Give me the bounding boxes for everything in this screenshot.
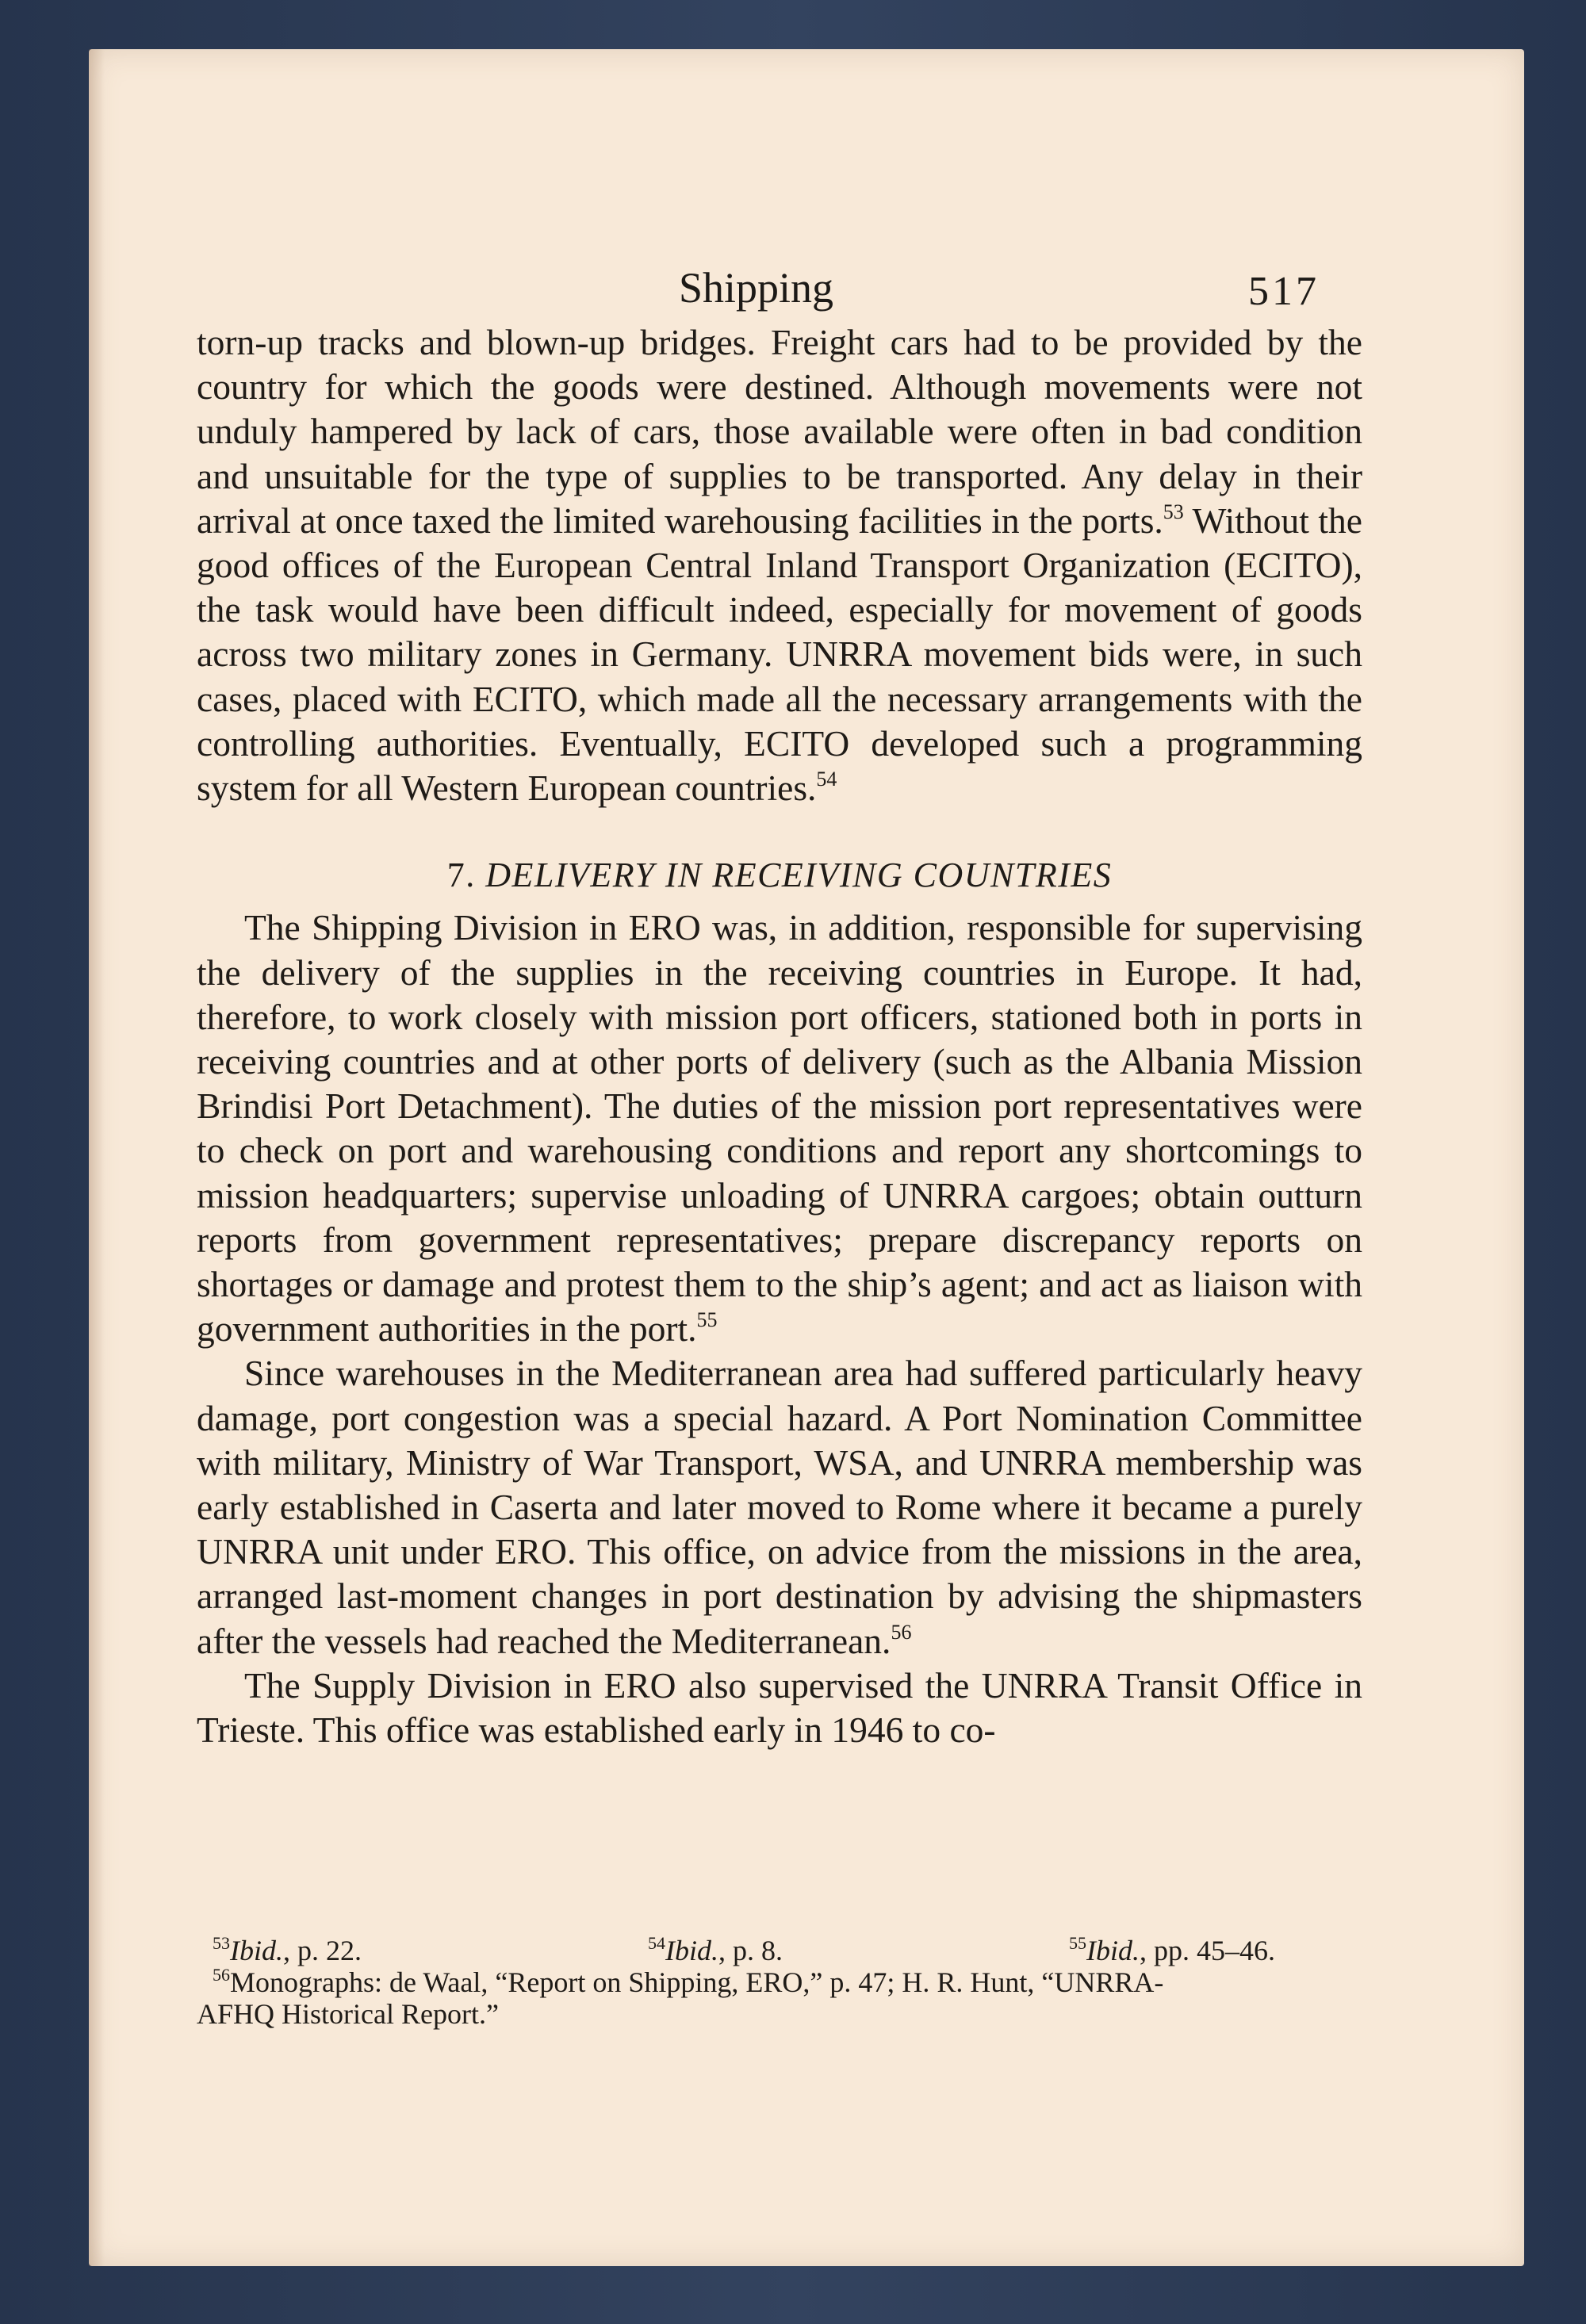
paragraph-3 — [197, 1351, 1362, 1663]
book-page — [89, 49, 1524, 2266]
footnote-ref-55: 55 — [696, 1308, 718, 1332]
page-number: 517 — [1248, 269, 1320, 314]
paragraph-1 — [197, 320, 1362, 810]
footnote-56-number: 56 — [213, 1965, 230, 1985]
footnote-56-line-1: Monographs: de Waal, “Report on Shipping, ERO,” p. 47; H. R. Hunt, “UNRRA- — [230, 1966, 1164, 1998]
paragraph-3-text: Since warehouses in the Mediterranean area had suffered particularly heavy damage, port congestion was a special hazard. A Port Nomination Committee with military, Ministry of War Transport, WSA, and UNRRA membership was early established in Caserta and later moved to Rome where it became a purely UNRRA unit under ERO. This office, on advice from the missions in the area, arranged last-moment changes in port destination by advising the shipmasters after the vessels had reached the Mediterranean. — [197, 1353, 1362, 1661]
footnote-54-number: 54 — [648, 1933, 665, 1953]
footnote-56-continued: AFHQ Historical Report.” — [197, 1998, 499, 2030]
footnote-ref-56: 56 — [891, 1620, 912, 1644]
page-gutter-shadow — [89, 49, 105, 2266]
footnote-53 — [213, 1935, 362, 1966]
paragraph-1-part-2: Without the good offices of the European Central Inland Transport Organization (ECITO), the task would have been difficult indeed, especially for movement of goods across two military zones in Germany. UNRRA movement bids were, in such cases, placed with ECITO, which made all the necessary arrangements with the controlling authorities. Eventually, ECITO developed such a programming system for all Western European countries. — [197, 500, 1363, 809]
footnote-53-ref: , p. 22. — [283, 1935, 362, 1966]
footnote-55-ref: , pp. 45–46. — [1140, 1935, 1275, 1966]
footnote-row — [197, 1935, 1362, 1966]
section-title: DELIVERY IN RECEIVING COUNTRIES — [485, 856, 1113, 895]
running-head: Shipping — [679, 264, 834, 312]
footnote-56 — [197, 1966, 1362, 1998]
footnote-55-ibid: Ibid. — [1086, 1935, 1140, 1966]
footnote-55 — [1069, 1935, 1275, 1966]
section-number: 7. — [446, 856, 476, 895]
footnotes — [197, 1935, 1362, 2030]
paragraph-1-part-1: torn-up tracks and blown-up bridges. Freight cars had to be provided by the country for which the goods were destined. Although movements were not unduly hampered by lack of cars, those available were often in bad condition and unsuitable for the type of supplies to be transported. Any delay in their arrival at once taxed the limited warehousing facilities in the ports. — [197, 322, 1362, 541]
paragraph-2 — [197, 905, 1362, 1351]
footnote-55-number: 55 — [1069, 1933, 1086, 1953]
section-heading — [197, 853, 1362, 898]
footnote-ref-53: 53 — [1163, 500, 1184, 523]
footnote-53-number: 53 — [213, 1933, 230, 1953]
paragraph-4-text: The Supply Division in ERO also supervised the UNRRA Transit Office in Trieste. This office was established early in 1946 to co- — [197, 1664, 1362, 1751]
paragraph-4 — [197, 1664, 1362, 1752]
footnote-53-ibid: Ibid. — [230, 1935, 283, 1966]
footnote-ref-54: 54 — [816, 768, 837, 791]
body-text — [197, 320, 1362, 1752]
footnote-54-ibid: Ibid. — [665, 1935, 718, 1966]
footnote-54 — [648, 1935, 783, 1966]
footnote-54-ref: , p. 8. — [718, 1935, 783, 1966]
page-header — [89, 263, 1524, 319]
paragraph-2-text: The Shipping Division in ERO was, in addition, responsible for supervising the delivery of the supplies in the receiving countries in Europe. It had, therefore, to work closely with mission port officers, stationed both in ports in receiving countries and at other ports of delivery (such as the Albania Mission Brindisi Port Detachment). The duties of the mission port representatives were to check on port and warehousing conditions and report any shortcomings to mission headquarters; supervise unloading of UNRRA cargoes; obtain outturn reports from government representatives; prepare discrepancy reports on shortages or damage and protest them to the ship’s agent; and act as liaison with government authorities in the port. — [197, 907, 1362, 1350]
